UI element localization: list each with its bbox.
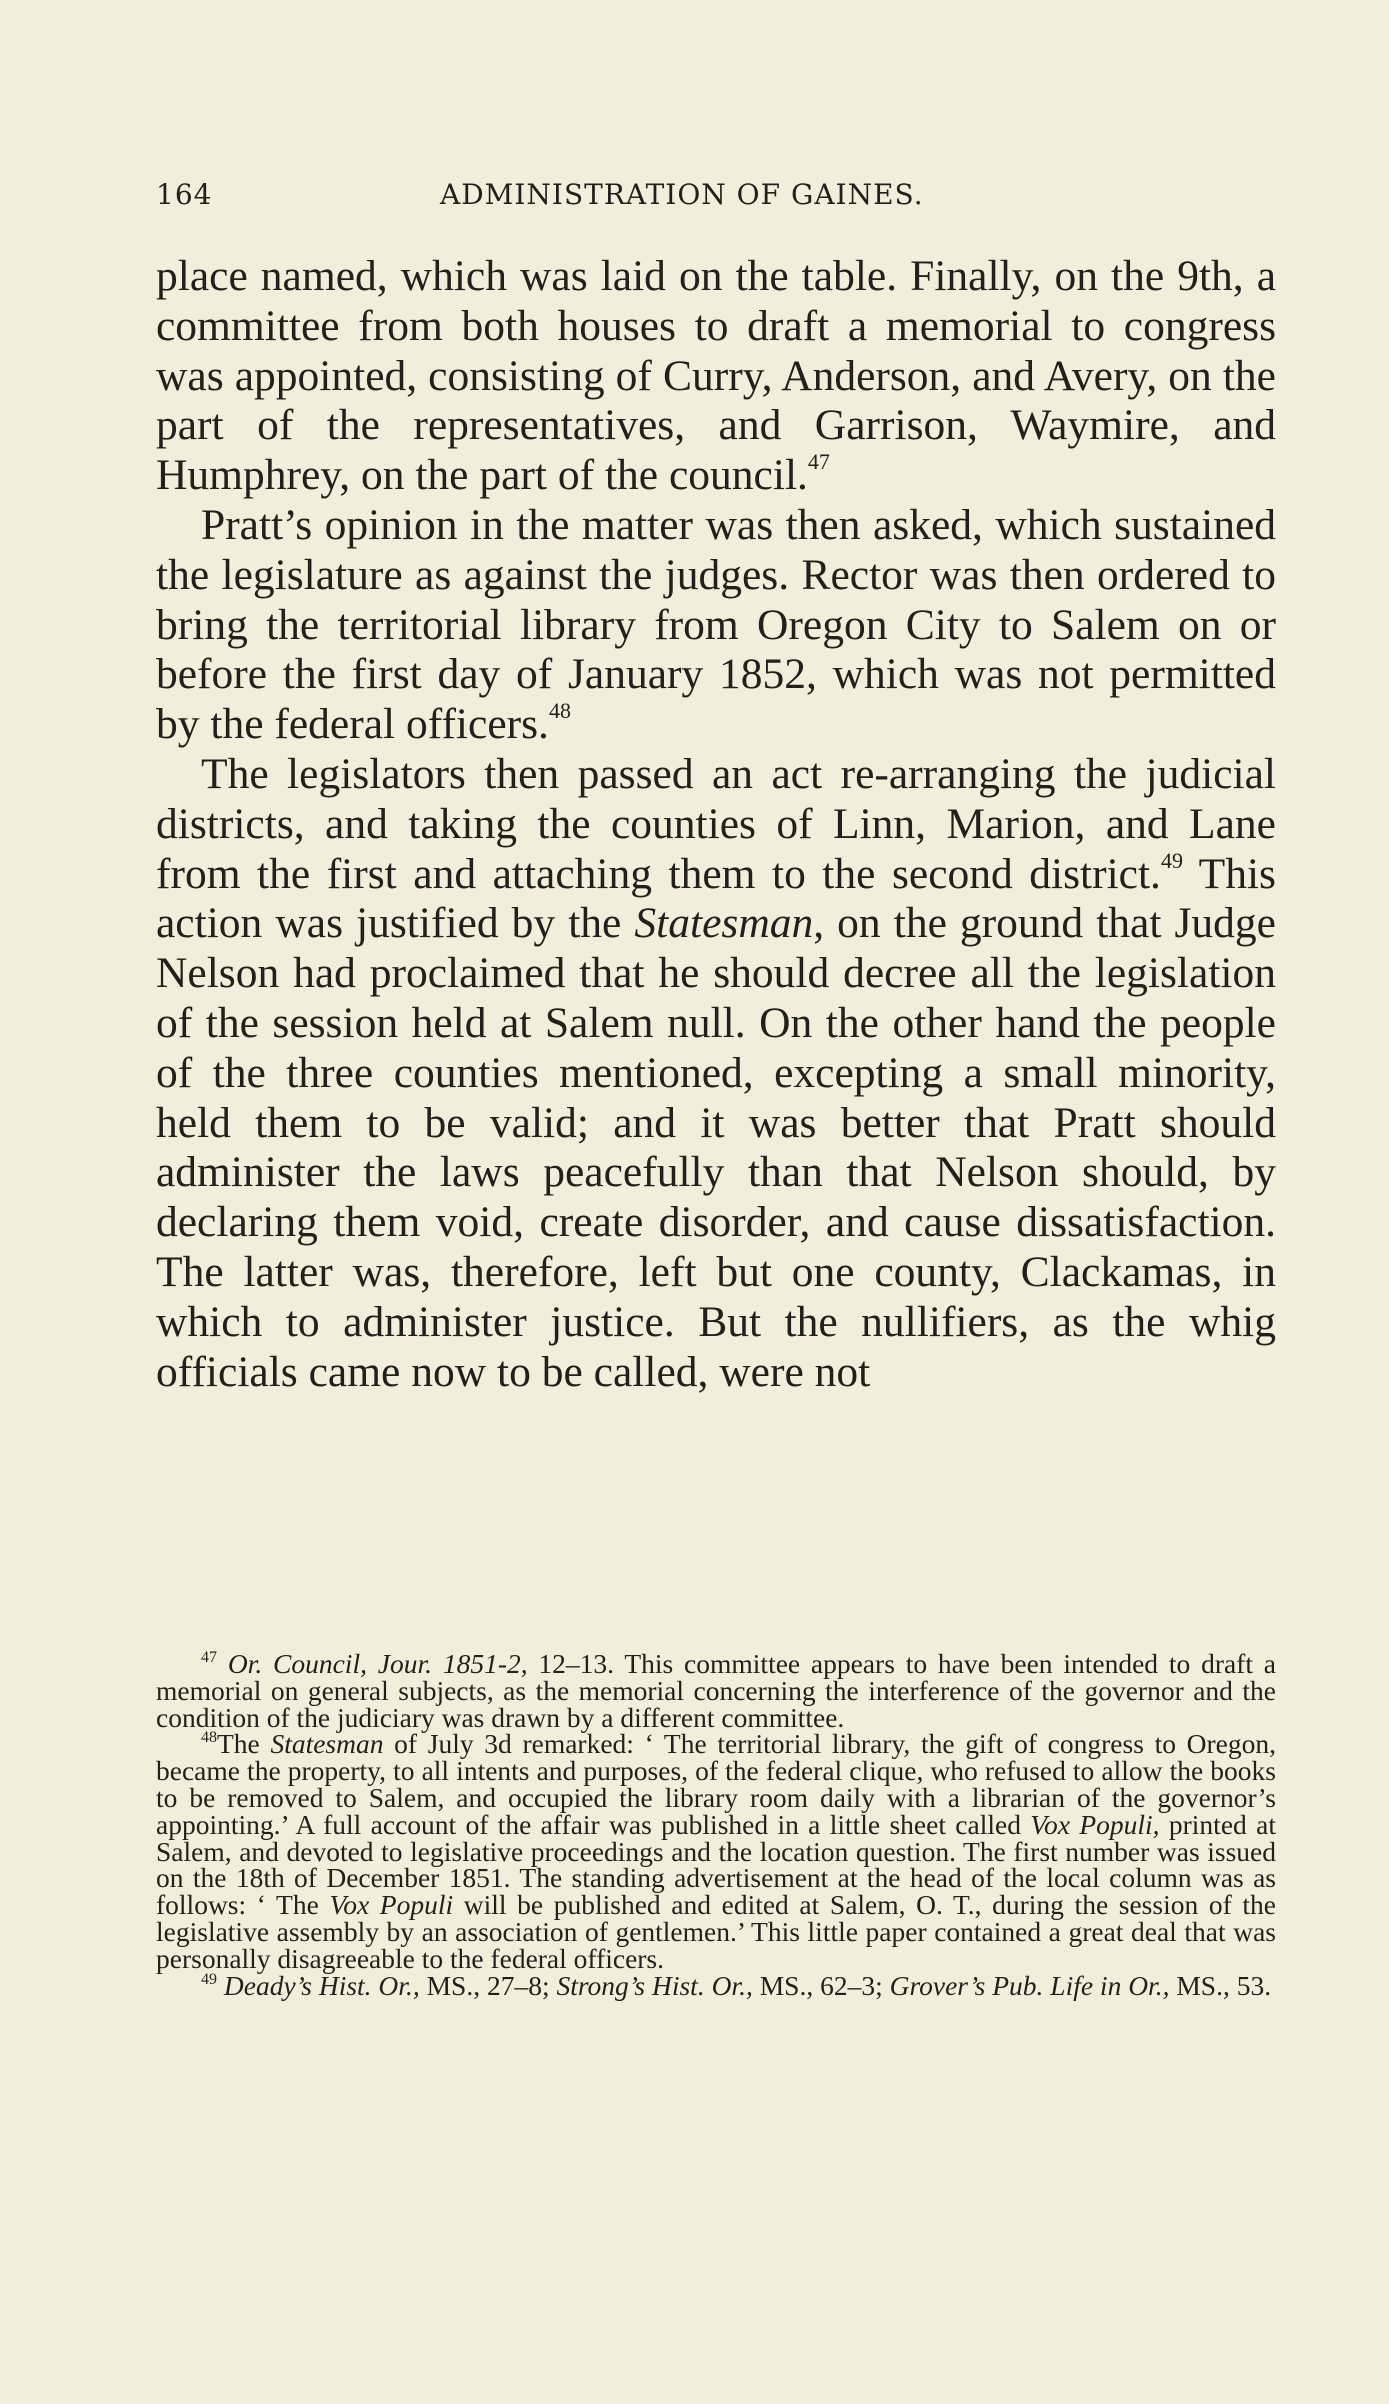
page-number: 164	[156, 178, 213, 211]
footnote-text: 12–13. This committee appears to have been intended to draft a memorial on general subjects, as the memorial concerning the interference of the governor and the condition of the judiciary was drawn by a different committee.	[156, 1648, 1276, 1733]
paragraph-text: , on the ground that Judge Nelson had proclaimed that he should decree all the legislation of the session held at Salem null. On the other hand the people of the three counties mentioned, excepting a small minority, held them to be valid; and it was better that Pratt should administer the laws peacefully than that Nelson should, by declaring them void, create disorder, and cause dissatisfaction. The latter was, therefore, left but one county, Clackamas, in which to administer justice. But the nullifiers, as the whig officials came now to be called, were not	[156, 899, 1276, 1396]
paragraph	[156, 252, 1276, 501]
citation-title: Deady’s Hist. Or.,	[223, 1969, 420, 2001]
newspaper-title: Statesman	[634, 899, 814, 948]
paragraph-text: place named, which was laid on the table. Finally, on the 9th, a committee from both houses to draft a memorial to congress was appointed, consisting of Curry, Anderson, and Avery, on the part of the representatives, and Garrison, Waymire, and Humphrey, on the part of the council.	[156, 252, 1276, 500]
citation-title: Strong’s Hist. Or.,	[556, 1969, 753, 2001]
citation-title: Or. Council, Jour. 1851-2,	[227, 1648, 528, 1679]
footnote-text: will be published and edited at Salem, O. T., during the session of the legislative assembly by an association of gentlemen.’ This little paper contained a great deal that was personally disagreeable to the federal officers.	[156, 1889, 1276, 1974]
footnote-number: 49	[201, 1970, 217, 1988]
citation-title: Grover’s Pub. Life in Or.,	[889, 1969, 1170, 2001]
paragraph-text: This action was justified by the	[156, 849, 1276, 948]
running-head	[156, 178, 1276, 222]
newspaper-title: Vox Populi	[329, 1889, 454, 1921]
footnote-text: MS., 27–8;	[419, 1969, 557, 2001]
footnote-ref: 47	[807, 449, 830, 475]
newspaper-title: Vox Populi,	[1030, 1808, 1160, 1840]
running-title: ADMINISTRATION OF GAINES.	[440, 178, 924, 211]
footnote-ref: 49	[1160, 847, 1183, 873]
footnote	[156, 1969, 1276, 2001]
paragraph-text: The legislators then passed an act re-arranging the judicial districts, and taking the counties of Linn, Marion, and Lane from the first and attaching them to the second district.	[156, 749, 1276, 898]
footnote-text: The	[217, 1728, 271, 1760]
footnotes	[156, 1648, 1276, 2001]
footnote-text: MS., 53.	[1169, 1969, 1272, 2001]
footnote-number: 48	[201, 1729, 217, 1747]
footnote	[156, 1728, 1276, 1974]
footnote-ref: 48	[548, 698, 571, 724]
footnote	[156, 1648, 1276, 1733]
paragraph	[156, 501, 1276, 750]
footnote-number: 47	[201, 1649, 217, 1666]
footnote-text: printed at Salem, and devoted to legislative proceedings and the location question. The first number was issued on the 18th of December 1851. The standing advertisement at the head of the local column was as follows: ‘ The	[156, 1808, 1276, 1921]
newspaper-title: Statesman	[270, 1728, 384, 1760]
paragraph	[156, 750, 1276, 1397]
footnote-text: of July 3d remarked: ‘ The territorial library, the gift of congress to Oregon, became the property, to all intents and purposes, of the federal clique, who refused to allow the books to be removed to Salem, and occupied the library room daily with a librarian of the governor’s appointing.’ A full account of the affair was published in a little sheet called	[156, 1728, 1276, 1840]
footnote-text: MS., 62–3;	[752, 1969, 890, 2001]
body-text	[156, 252, 1276, 1397]
paragraph-text: Pratt’s opinion in the matter was then asked, which sustained the legislature as against the judges. Rector was then ordered to bring the territorial library from Oregon City to Salem on or before the first day of January 1852, which was not permitted by the federal officers.	[156, 500, 1276, 749]
